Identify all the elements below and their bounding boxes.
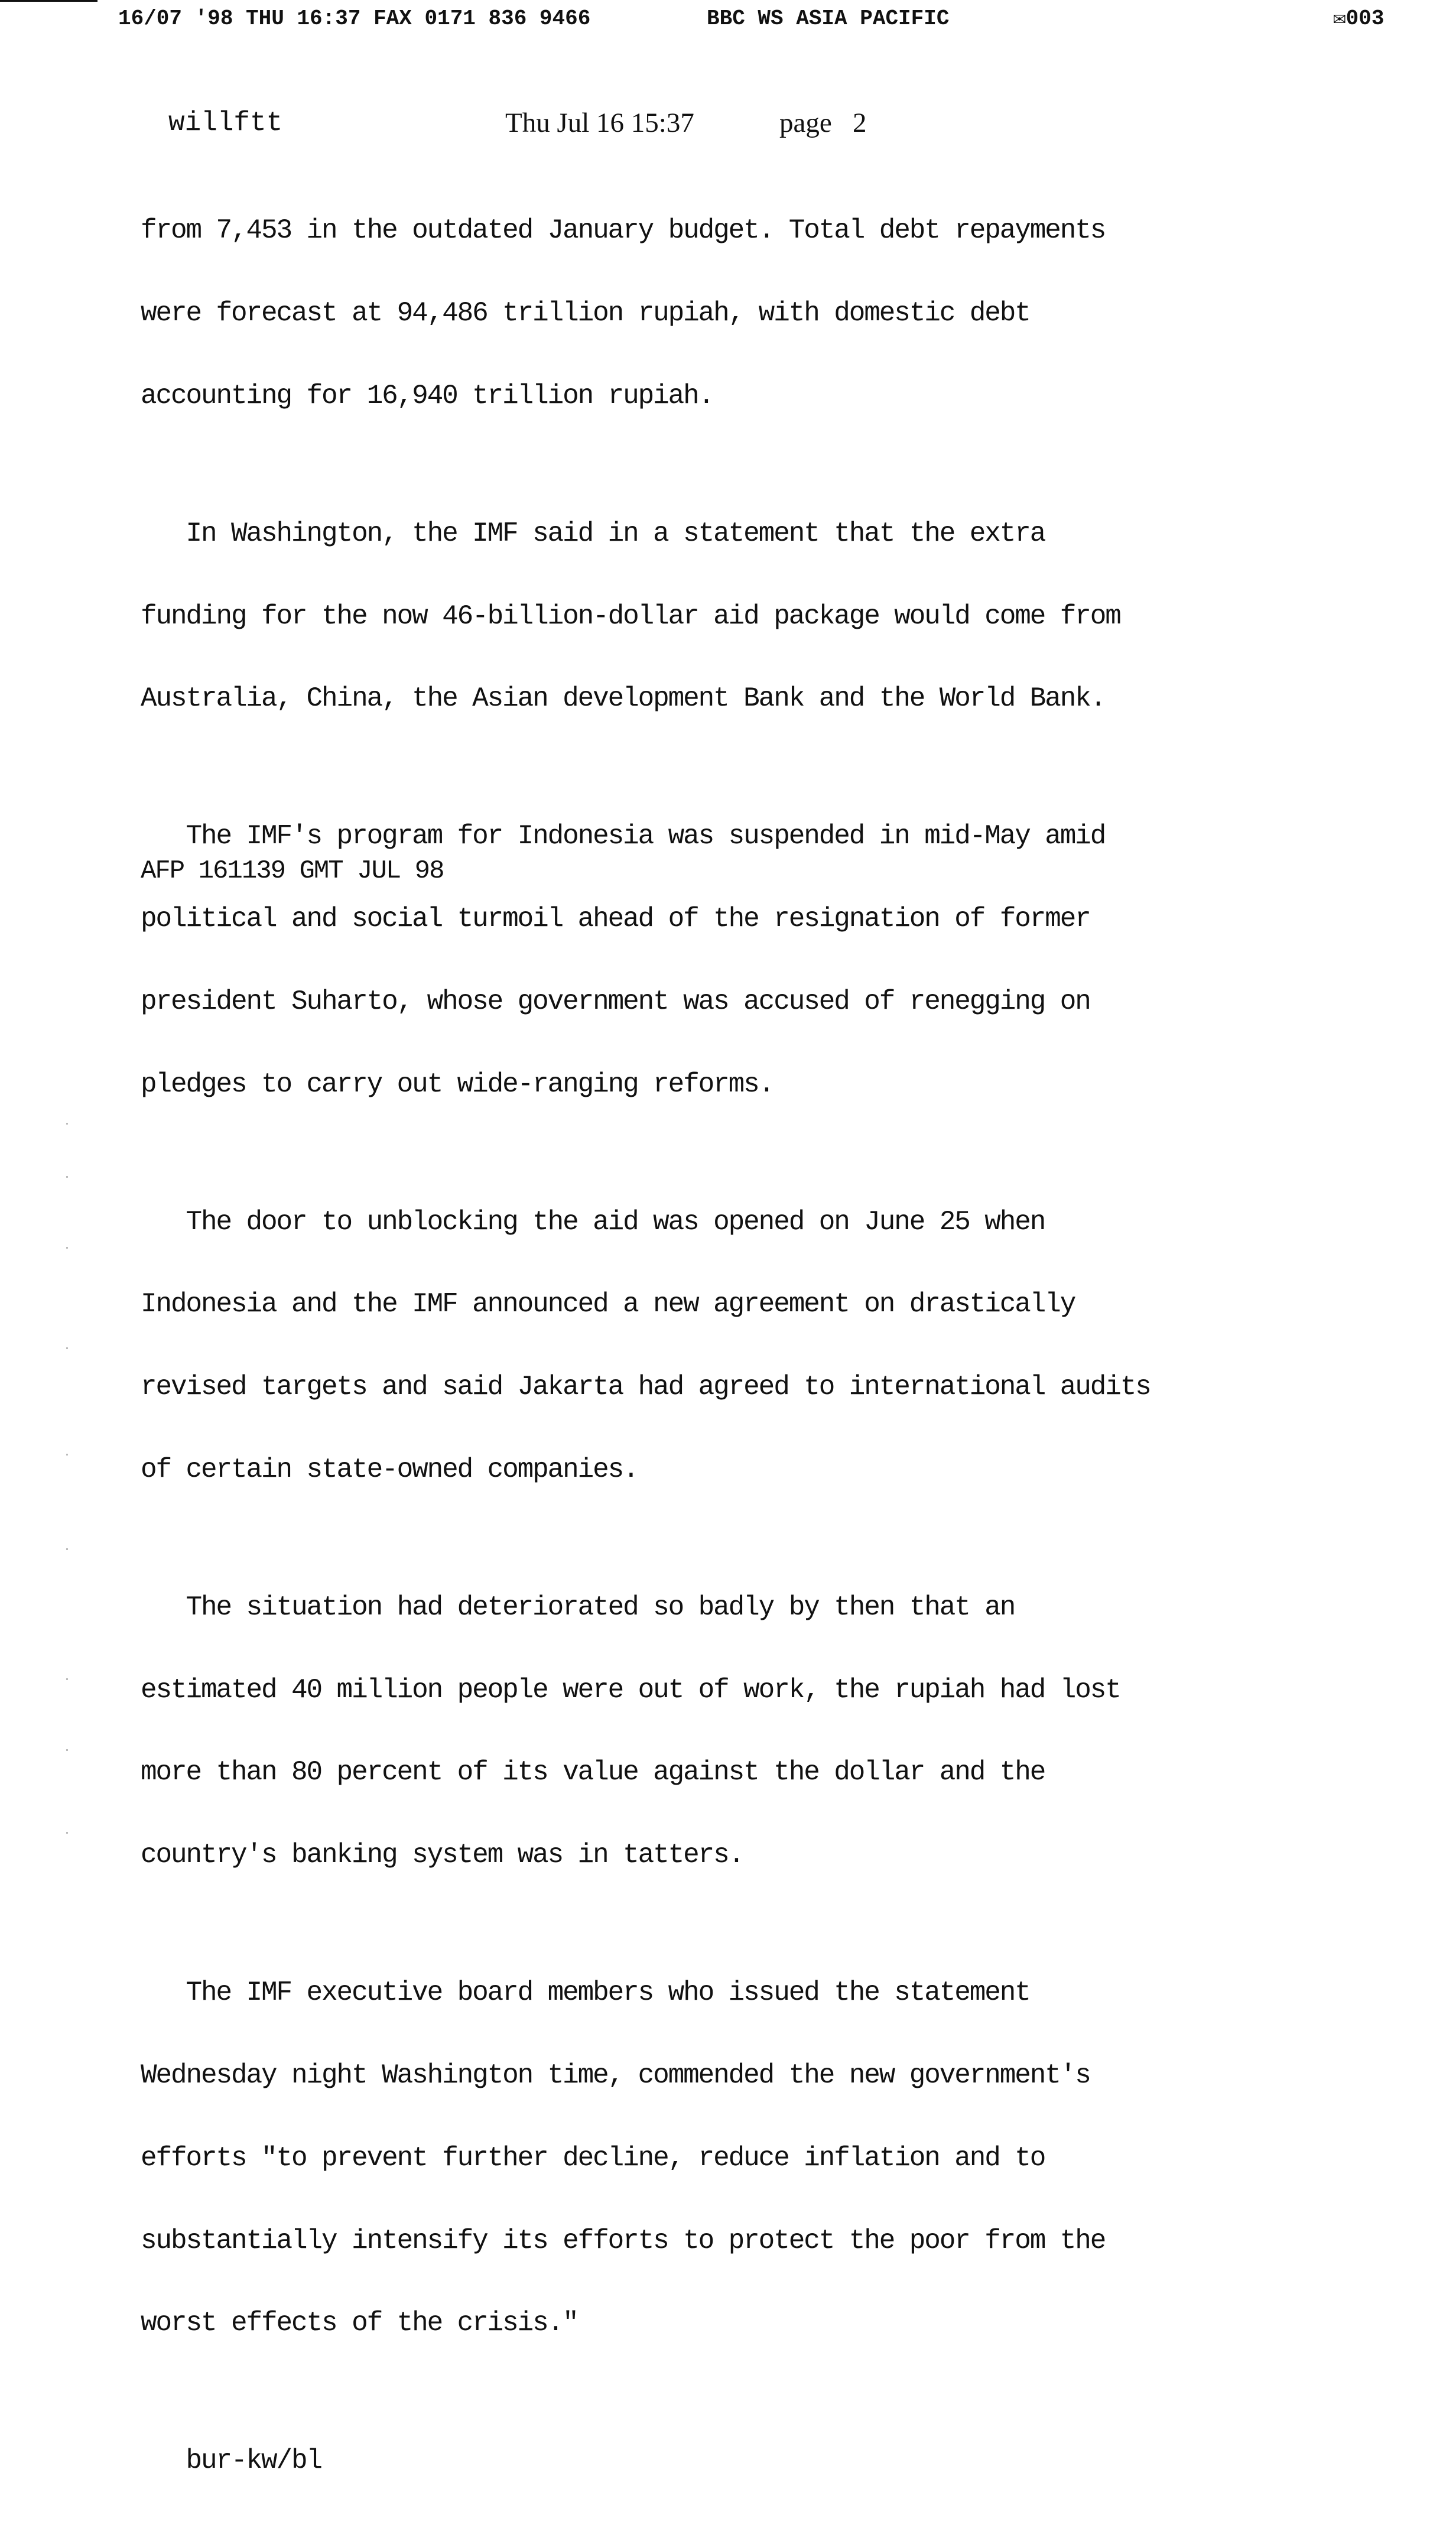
wire-dateline: AFP 161139 GMT JUL 98 xyxy=(141,856,444,886)
fax-transmission-header xyxy=(118,5,1418,33)
paragraph xyxy=(141,1539,1370,1924)
paragraph xyxy=(141,1153,1370,1538)
paragraph xyxy=(141,465,1370,768)
story-slug: willftt xyxy=(168,108,283,138)
text-line: estimated 40 million people were out of work, the rupiah had lost xyxy=(141,1674,1120,1705)
fax-timestamp-line: 16/07 '98 THU 16:37 FAX 0171 836 9466 xyxy=(118,7,591,31)
text-line: political and social turmoil ahead of the resignation of former xyxy=(141,904,1090,935)
article-body xyxy=(141,162,1370,2530)
text-line: worst effects of the crisis." xyxy=(141,2308,578,2339)
text-line: Wednesday night Washington time, commended the new government's xyxy=(141,2059,1090,2091)
header-page-label: page 2 xyxy=(779,108,867,138)
text-line: were forecast at 94,486 trillion rupiah, with domestic debt xyxy=(141,297,1030,329)
text-line: pledges to carry out wide-ranging reforms. xyxy=(141,1068,774,1100)
text-line: accounting for 16,940 trillion rupiah. xyxy=(141,380,714,411)
paragraph xyxy=(141,1924,1370,2392)
paragraph xyxy=(141,162,1370,465)
text-line: The situation had deteriorated so badly by then that an xyxy=(141,1591,1015,1623)
text-line: substantially intensify its efforts to protect the poor from the xyxy=(141,2225,1106,2256)
text-line: country's banking system was in tatters. xyxy=(141,1840,744,1871)
fax-page-number: ✉003 xyxy=(1333,7,1384,31)
scan-noise-specks xyxy=(66,1123,69,1950)
paragraph xyxy=(141,768,1370,1153)
text-line: president Suharto, whose government was accused of renegging on xyxy=(141,986,1090,1017)
text-line: funding for the now 46-billion-dollar aid package would come from xyxy=(141,600,1120,632)
text-line: from 7,453 in the outdated January budget. Total debt repayments xyxy=(141,215,1106,246)
text-line: In Washington, the IMF said in a statement that the extra xyxy=(141,518,1045,549)
fax-sender-name: BBC WS ASIA PACIFIC xyxy=(707,7,950,31)
text-line: efforts "to prevent further decline, reduce inflation and to xyxy=(141,2142,1045,2173)
text-line: revised targets and said Jakarta had agreed to international audits xyxy=(141,1372,1150,1403)
author-initials: bur-kw/bl xyxy=(141,2445,322,2477)
text-line: The door to unblocking the aid was opened on June 25 when xyxy=(141,1206,1045,1237)
text-line: of certain state-owned companies. xyxy=(141,1454,638,1485)
text-line: Australia, China, the Asian development Bank and the World Bank. xyxy=(141,683,1106,714)
text-line: more than 80 percent of its value against the dollar and the xyxy=(141,1757,1045,1788)
document-page-header xyxy=(168,105,996,141)
header-date: Thu Jul 16 15:37 xyxy=(505,108,694,138)
text-line: The IMF executive board members who issued the statement xyxy=(141,1977,1030,2009)
author-initials-paragraph xyxy=(141,2392,1370,2530)
fax-header-rule xyxy=(0,0,98,2)
text-line: The IMF's program for Indonesia was suspended in mid-May amid xyxy=(141,821,1106,852)
text-line: Indonesia and the IMF announced a new agreement on drastically xyxy=(141,1289,1075,1320)
